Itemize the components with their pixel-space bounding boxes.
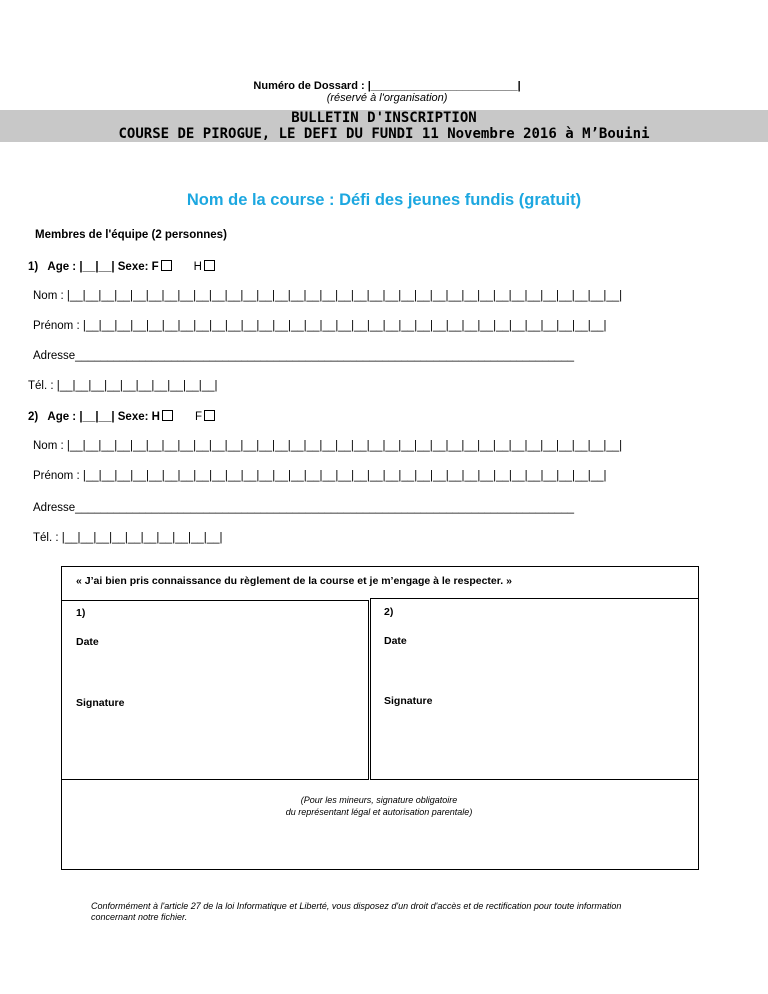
minors-note (61, 794, 697, 818)
minors-note-line2: du représentant légal et autorisation parentale) (285, 807, 473, 817)
course-title: Nom de la course : Défi des jeunes fundis (gratuit) (186, 191, 582, 209)
member1-adresse-field[interactable]: Adresse______________________________________________________________________________ (33, 350, 575, 362)
member2-nom-field[interactable]: Nom : |__|__|__|__|__|__|__|__|__|__|__|__|__|__|__|__|__|__|__|__|__|__|__|__|__|__|__|__|__|__|__|__|__|__|__| (33, 440, 623, 452)
checkbox-male-1[interactable] (204, 260, 215, 271)
checkbox-female-2[interactable] (204, 410, 215, 421)
date-label-1: Date (76, 636, 99, 648)
checkbox-male-2[interactable] (162, 410, 173, 421)
member2-prenom-field[interactable]: Prénom : |__|__|__|__|__|__|__|__|__|__|__|__|__|__|__|__|__|__|__|__|__|__|__|__|__|__|__|__|__|__|__|__|__| (33, 470, 607, 482)
dossard-label: Numéro de Dossard : |________________________| (253, 80, 521, 92)
member2-tel-field[interactable]: Tél. : |__|__|__|__|__|__|__|__|__|__| (33, 532, 223, 544)
banner-title: BULLETIN D'INSCRIPTION (291, 110, 477, 126)
member1-prenom-field[interactable]: Prénom : |__|__|__|__|__|__|__|__|__|__|__|__|__|__|__|__|__|__|__|__|__|__|__|__|__|__|__|__|__|__|__|__|__| (33, 320, 607, 332)
member2-age-sex-field[interactable]: 2) Age : |__|__| Sexe: H (28, 411, 160, 423)
legal-footer: Conformément à l'article 27 de la loi Informatique et Liberté, vous disposez d'un droit d'accès et de rectification pour toute information concernant notre fichier. (91, 901, 622, 922)
sex-f-label-2: F (194, 411, 202, 423)
dossard-note: (réservé à l'organisation) (326, 92, 448, 104)
signature-col1-number: 1) (76, 607, 86, 619)
members-heading: Membres de l'équipe (2 personnes) (35, 229, 227, 241)
checkbox-female-1[interactable] (161, 260, 172, 271)
signature-cell-1[interactable] (61, 600, 369, 780)
member1-age-sex-field[interactable]: 1) Age : |__|__| Sexe: F (28, 261, 159, 273)
signature-label-1: Signature (76, 697, 125, 709)
signature-cell-2[interactable] (370, 598, 699, 780)
engagement-text: « J’ai bien pris connaissance du règlement de la course et je m’engage à le respecter. » (76, 575, 512, 587)
banner-subtitle: COURSE DE PIROGUE, LE DEFI DU FUNDI 11 Novembre 2016 à M’Bouini (118, 126, 650, 142)
signature-col2-number: 2) (384, 606, 394, 618)
minors-note-line1: (Pour les mineurs, signature obligatoire (300, 795, 458, 805)
member1-tel-field[interactable]: Tél. : |__|__|__|__|__|__|__|__|__|__| (28, 380, 218, 392)
signature-label-2: Signature (384, 695, 433, 707)
date-label-2: Date (384, 635, 407, 647)
member2-age-row (28, 410, 215, 423)
sex-h-label-1: H (193, 261, 202, 273)
member1-nom-field[interactable]: Nom : |__|__|__|__|__|__|__|__|__|__|__|__|__|__|__|__|__|__|__|__|__|__|__|__|__|__|__|__|__|__|__|__|__|__|__| (33, 290, 623, 302)
member2-adresse-field[interactable]: Adresse______________________________________________________________________________ (33, 502, 575, 514)
dossard-number-line (0, 68, 768, 104)
member1-age-row (28, 260, 215, 273)
